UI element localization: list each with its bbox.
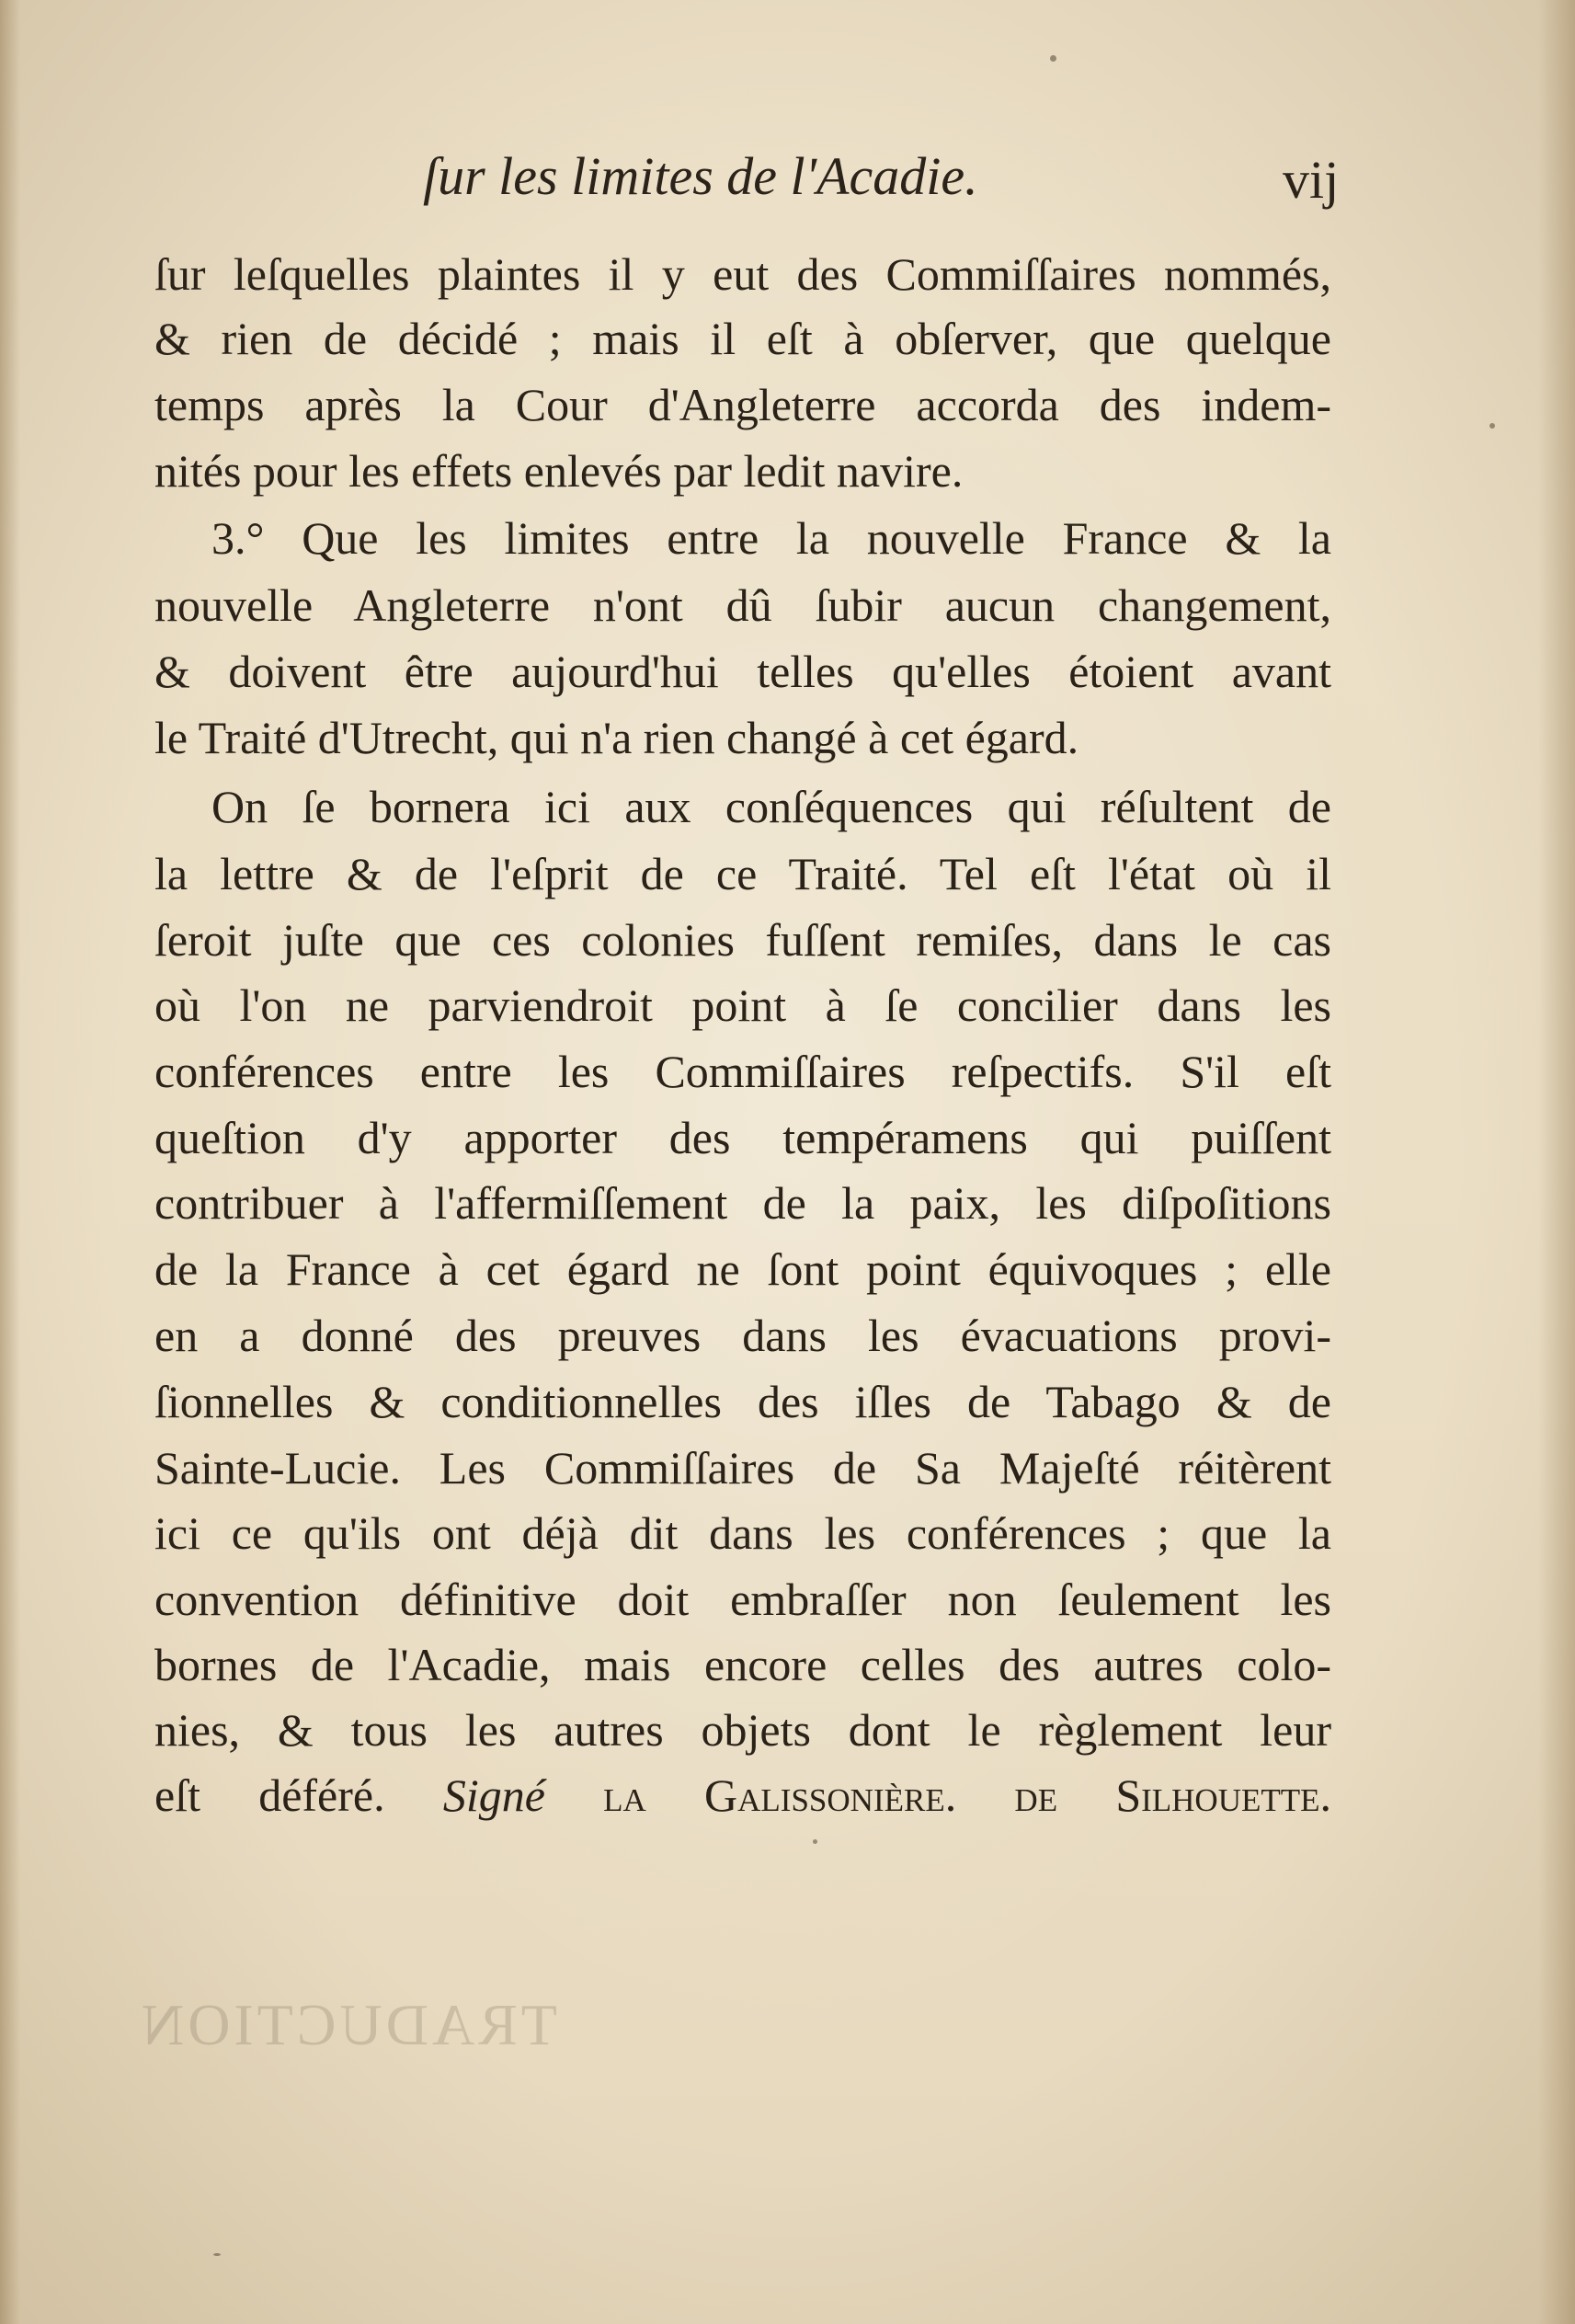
signature-line	[154, 1768, 1331, 1823]
paper-speck	[1050, 55, 1056, 62]
page-number: vij	[1283, 150, 1340, 210]
text-line-18: ſionnelles & conditionnelles des iſles de Tabago & de	[154, 1376, 1331, 1427]
text-line-17: en a donné des preuves dans les évacuations provi-	[154, 1310, 1331, 1361]
text-line-23: nies, & tous les autres objets dont le règlement leur	[154, 1704, 1331, 1756]
text-line-6: nouvelle Angleterre n'ont dû ſubir aucun changement,	[154, 579, 1331, 631]
running-title: ſur les limites de l'Acadie.	[423, 146, 978, 206]
text-line-10: la lettre & de l'eſprit de ce Traité. Tel eſt l'état où il	[154, 848, 1331, 899]
paper-speck	[1489, 423, 1495, 429]
text-line-19: Sainte-Lucie. Les Commiſſaires de Sa Majeſté réitèrent	[154, 1442, 1331, 1494]
text-line-8: le Traité d'Utrecht, qui n'a rien changé à cet égard.	[154, 712, 1079, 763]
page-edge-shadow-right	[1538, 0, 1575, 2324]
text-line-20: ici ce qu'ils ont déjà dit dans les conférences ; que la	[154, 1507, 1331, 1559]
bleed-through-text: TRADUCTION	[138, 1992, 557, 2057]
text-line-16: de la France à cet égard ne ſont point équivoques ; elle	[154, 1243, 1331, 1295]
text-line-11: ſeroit juſte que ces colonies fuſſent remiſes, dans le cas	[154, 914, 1331, 966]
text-line-14: queſtion d'y apporter des tempéramens qui puiſſent	[154, 1112, 1331, 1163]
page-edge-shadow-left	[0, 0, 20, 2324]
text-line-2: & rien de décidé ; mais il eſt à obſerver, que quelque	[154, 313, 1331, 364]
text-line-9: On ſe bornera ici aux conſéquences qui réſultent de	[211, 781, 1331, 832]
text-line-7: & doivent être aujourd'hui telles qu'elles étoient avant	[154, 646, 1331, 697]
signature-lead: eſt déféré.	[154, 1769, 385, 1821]
text-line-12: où l'on ne parviendroit point à ſe concilier dans les	[154, 979, 1331, 1031]
text-line-4: nités pour les effets enlevés par ledit navire.	[154, 445, 964, 497]
text-line-1: ſur leſquelles plaintes il y eut des Commiſſaires nommés,	[154, 248, 1331, 300]
text-line-13: conférences entre les Commiſſaires reſpectifs. S'il eſt	[154, 1046, 1331, 1097]
signature-signe: Signé	[442, 1769, 545, 1821]
text-line-3: temps après la Cour d'Angleterre accorda des indem-	[154, 379, 1331, 430]
paper-speck	[213, 2253, 221, 2256]
text-line-15: contribuer à l'affermiſſement de la paix, les diſpoſitions	[154, 1177, 1331, 1229]
text-line-5: 3.° Que les limites entre la nouvelle France & la	[211, 512, 1331, 564]
text-line-21: convention définitive doit embraſſer non ſeulement les	[154, 1574, 1331, 1625]
paper-speck	[813, 1839, 817, 1844]
signatory-names: la Galissonière. de Silhouette.	[603, 1769, 1332, 1821]
text-line-22: bornes de l'Acadie, mais encore celles des autres colo-	[154, 1639, 1331, 1690]
